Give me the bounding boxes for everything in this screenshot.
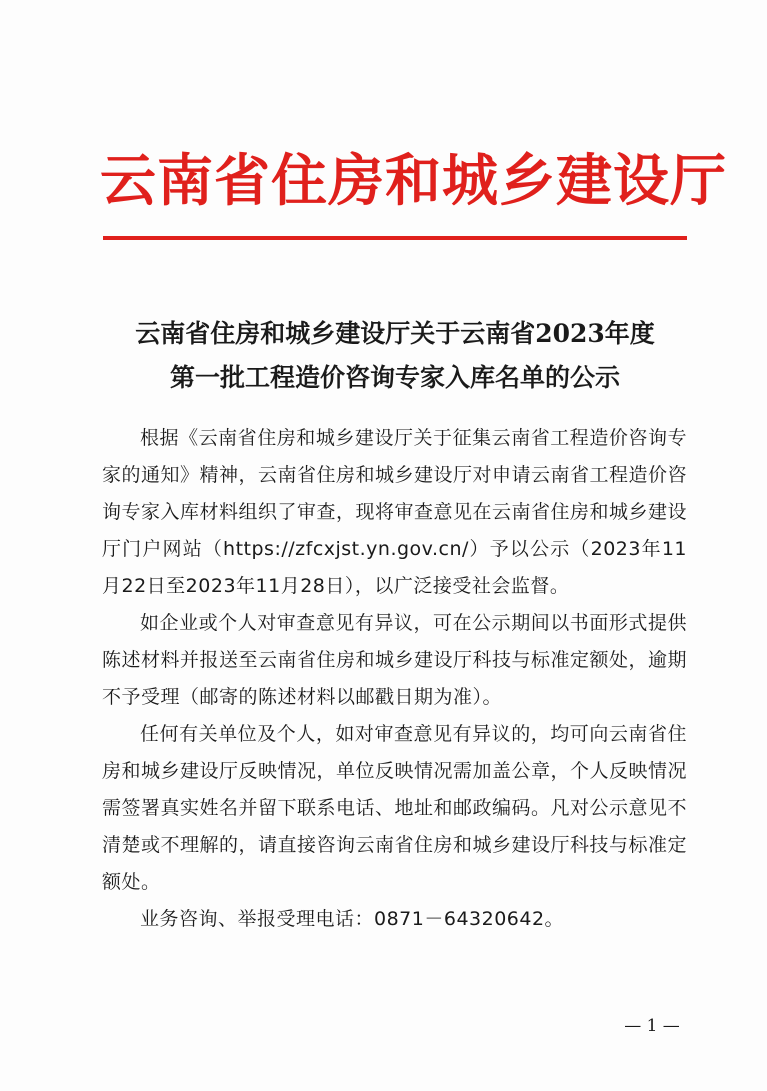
document-title-line-2: 第一批工程造价咨询专家入库名单的公示	[169, 363, 620, 392]
document-title	[95, 312, 695, 400]
body-paragraph-1: 根据《云南省住房和城乡建设厅关于征集云南省工程造价咨询专家的通知》精神，云南省住房和城乡建设厅对申请云南省工程造价咨询专家入库材料组织了审查，现将审查意见在云南省住房和城乡建设厅门户网站（https://zfcxjst.yn.gov.cn/）予以公示（2023年11月22日至2023年11月28日），以广泛接受社会监督。	[102, 427, 688, 597]
page-number: — 1 —	[624, 1016, 680, 1036]
document-title-line-1: 云南省住房和城乡建设厅关于云南省2023年度	[135, 319, 655, 348]
document-body	[102, 420, 687, 938]
masthead-red-rule	[103, 236, 687, 240]
body-paragraph-4: 业务咨询、举报受理电话：0871－64320642。	[140, 908, 565, 930]
body-paragraph-2: 如企业或个人对审查意见有异议，可在公示期间以书面形式提供陈述材料并报送至云南省住房和城乡建设厅科技与标准定额处，逾期不予受理（邮寄的陈述材料以邮戳日期为准）。	[102, 612, 688, 708]
body-paragraph-3: 任何有关单位及个人，如对审查意见有异议的，均可向云南省住房和城乡建设厅反映情况，单位反映情况需加盖公章，个人反映情况需签署真实姓名并留下联系电话、地址和邮政编码。凡对公示意见不清楚或不理解的，请直接咨询云南省住房和城乡建设厅科技与标准定额处。	[102, 723, 688, 893]
masthead-organization: 云南省住房和城乡建设厅	[100, 148, 727, 214]
